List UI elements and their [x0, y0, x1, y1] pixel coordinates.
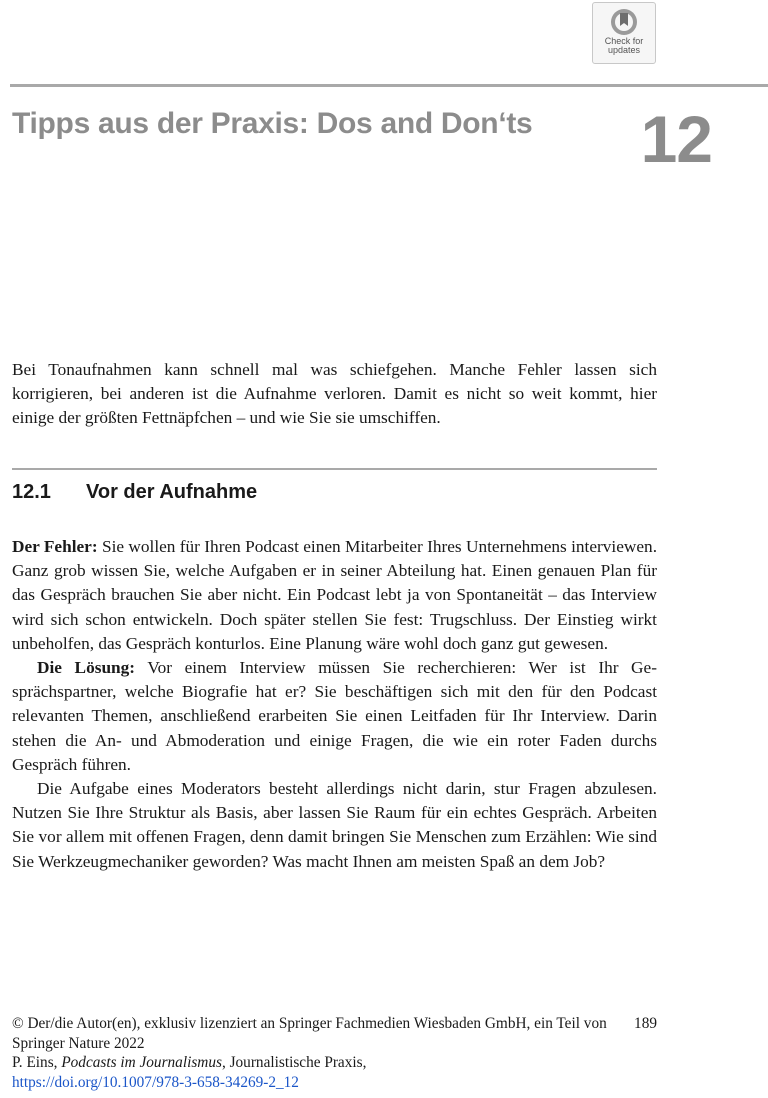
paragraph-fehler [12, 535, 657, 656]
section-rule [12, 468, 657, 470]
section-title: Vor der Aufnahme [86, 481, 258, 503]
doi-link[interactable]: https://doi.org/10.1007/978-3-658-34269-2_12 [12, 1073, 299, 1091]
section-heading [12, 481, 257, 504]
chapter-number: 12 [640, 102, 712, 176]
badge-text-line2: updates [607, 45, 641, 55]
paragraph-text: Vor einem Interview müssen Sie recherchieren: Wer ist Ihr Gesprächspartner, welche Biografie hat er? Sie beschäftigen sich mit den für den Podcast relevanten Themen, anschließend erarbeiten Sie einen Leitfaden für Ihr Interview. Darin stehen die An- und Abmoderation und einige Fragen, die wie ein roter Faden durchs Gespräch führen. [12, 658, 657, 774]
section-body [12, 535, 657, 874]
section-number: 12.1 [12, 481, 51, 503]
paragraph-moderator [12, 777, 657, 874]
chapter-title: Tipps aus der Praxis: Dos and Don‘ts [12, 107, 533, 140]
paragraph-label: Die Lösung: [37, 658, 136, 678]
citation-series: , Journalistische Praxis, [221, 1054, 367, 1071]
update-check-icon [609, 7, 639, 37]
check-for-updates-badge[interactable] [592, 2, 656, 64]
paragraph-loesung [12, 656, 657, 777]
intro-paragraph: Bei Tonaufnahmen kann schnell mal was schiefgehen. Manche Fehler lassen sich korrigieren, bei anderen ist die Aufnahme verloren. Damit es nicht so weit kommt, hier einige der größten Fettnäpfchen – und wie Sie sie umschiffen. [12, 360, 657, 428]
citation-book-title: Podcasts im Journalismus [61, 1054, 222, 1071]
copyright-notice: © Der/die Autor(en), exklusiv lizenziert an Springer Fachmedien Wiesbaden GmbH, ein Teil von Springer Nature 2022 [12, 1015, 607, 1052]
paragraph-label: Der Fehler: [12, 537, 98, 556]
chapter-top-rule [10, 84, 768, 87]
page-footer [12, 1014, 657, 1092]
badge-text-line1: Check for [604, 36, 644, 46]
page-number: 189 [634, 1015, 657, 1032]
citation-author: P. Eins, [12, 1054, 62, 1071]
citation-line [12, 1053, 657, 1073]
paragraph-text: Die Aufgabe eines Moderators besteht allerdings nicht darin, stur Fragen abzulesen. Nutzen Sie Ihre Struktur als Basis, aber lassen Sie Raum für ein echtes Gespräch. Arbeiten Sie vor allem mit offenen Fragen, denn damit bringen Sie Menschen zum Erzählen: Wie sind Sie Werkzeugmechaniker geworden? Was macht Ihnen am meisten Spaß an dem Job? [12, 779, 657, 871]
paragraph-text: Sie wollen für Ihren Podcast einen Mitarbeiter Ihres Unternehmens interviewen. Ganz grob wissen Sie, welche Aufgaben er in seiner Abteilung hat. Einen genauen Plan für das Gespräch brauchen Sie aber nicht. Ein Podcast lebt ja von Spontaneität – das Interview wird sich schon entwickeln. Doch später stellen Sie fest: Trugschluss. Der Einstieg wirkt unbeholfen, das Gespräch konturlos. Eine Planung wäre wohl doch ganz gut gewesen. [12, 537, 658, 653]
